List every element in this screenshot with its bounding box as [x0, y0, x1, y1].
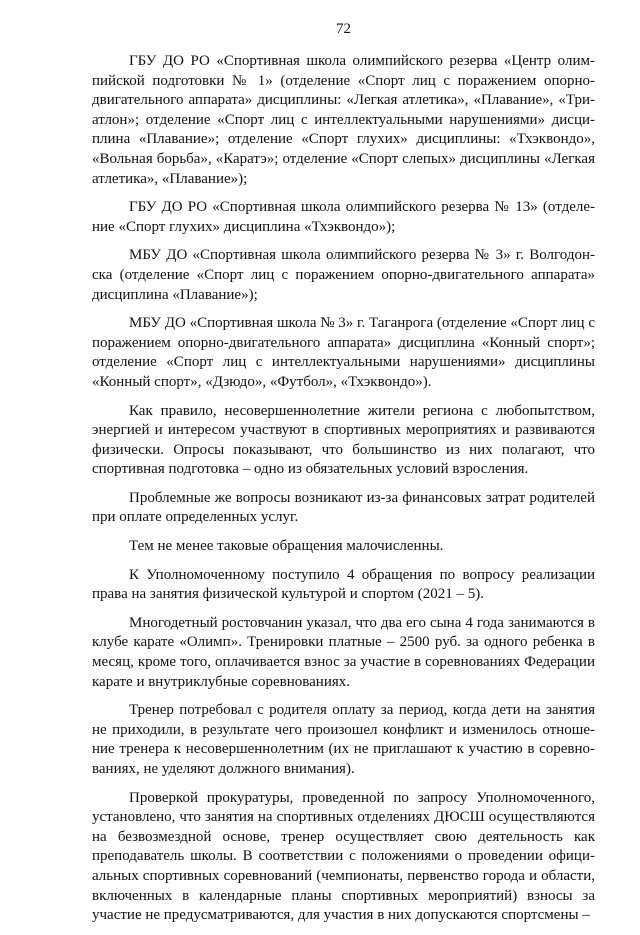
paragraph-few-appeals: Тем не менее таковые обращения малочисленны.	[129, 538, 444, 555]
paragraph-minors-participation: Как правило, несовершеннолетние жители региона с любопытством, энергией и интересом участвуют в спортивных мероприятиях и развиваются физически. Опросы показывают, что большинство из них полагают, что спортивная подготовка – одно из обязательных условий взросления.	[92, 402, 595, 478]
paragraph-sport-school-olympic-center: ГБУ ДО РО «Спортивная школа олимпийского резерва «Центр олимпийской подготовки № 1» (отделение «Спорт лиц с поражением опорно-двигательного аппарата» дисциплины: «Легкая атлетика», «Плавание», «Триатлон»; отделение «Спорт лиц с интеллектуальными нарушениями» дисциплина «Плавание»; отделение «Спорт глухих» дисциплины: «Тхэквондо», «Вольная борьба», «Каратэ»; отделение «Спорт слепых» дисциплины «Легкая атлетика», «Плавание»);	[92, 53, 595, 187]
paragraph-prosecutor-check: Проверкой прокуратуры, проведенной по запросу Уполномоченного, установлено, что занятия на спортивных отделениях ДЮСШ осуществляются на безвозмездной основе, тренер осуществляет свою деятельность как преподаватель школы. В соответствии с положениями о проведении официальных спортивных соревнований (чемпионаты, первенство города и области, включенных в календарные планы спортивных мероприятий) взносы за участие не предусматриваются, для участия в них допускаются спортсмены –	[92, 789, 595, 924]
paragraph-financial-issues: Проблемные же вопросы возникают из-за финансовых затрат родителей при оплате определенных услуг.	[92, 489, 595, 526]
page-number: 72	[336, 21, 351, 37]
paragraph-volgodonsk-school: МБУ ДО «Спортивная школа олимпийского резерва № 3» г. Волгодонска (отделение «Спорт лиц с поражением опорно-двигательного аппарата» дисциплина «Плавание»);	[92, 247, 595, 303]
paragraph-appeals-count: К Уполномоченному поступило 4 обращения по вопросу реализации права на занятия физической культурой и спортом (2021 – 5).	[92, 566, 595, 603]
paragraph-taganrog-school: МБУ ДО «Спортивная школа № 3» г. Таганрога (отделение «Спорт лиц с поражением опорно-двигательного аппарата» дисциплина «Конный спорт»; отделение «Спорт лиц с интеллектуальными нарушениями» дисциплины «Конный спорт», «Дзюдо», «Футбол», «Тхэквондо»).	[92, 315, 595, 390]
paragraph-sport-school-13: ГБУ ДО РО «Спортивная школа олимпийского резерва № 13» (отделение «Спорт глухих» дисциплина «Тхэквондо»);	[92, 199, 595, 235]
paragraph-coach-conflict: Тренер потребовал с родителя оплату за период, когда дети на занятия не приходили, в результате чего произошел конфликт и изменилось отношение тренера к несовершеннолетним (их не приглашают к участию в соревнованиях, не уделяют должного внимания).	[92, 702, 595, 777]
document-page	[92, 20, 595, 935]
paragraph-karate-club-case: Многодетный ростовчанин указал, что два его сына 4 года занимаются в клубе карате «Олимп». Тренировки платные – 2500 руб. за одного ребенка в месяц, кроме того, оплачивается взнос за участие в соревнованиях Федерации карате и внутриклубные соревнованиях.	[92, 614, 595, 690]
